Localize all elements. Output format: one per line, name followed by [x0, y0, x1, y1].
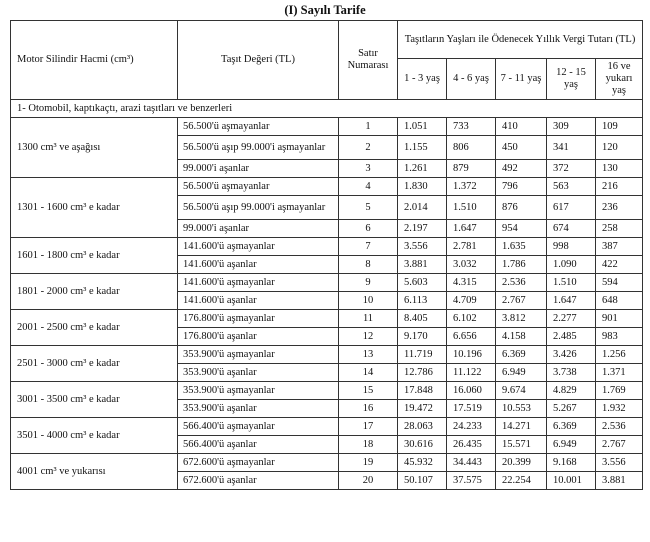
tax-amount-cell: 410	[496, 118, 547, 136]
engine-volume-cell: 2501 - 3000 cm³ e kadar	[11, 346, 178, 382]
tax-amount-cell: 17.848	[398, 382, 447, 400]
tax-amount-cell: 733	[447, 118, 496, 136]
vehicle-value-cell: 176.800'ü aşmayanlar	[178, 310, 339, 328]
tariff-table	[10, 20, 643, 490]
vehicle-value-cell: 176.800'ü aşanlar	[178, 328, 339, 346]
tax-amount-cell: 879	[447, 160, 496, 178]
header-age-2: 4 - 6 yaş	[447, 59, 496, 100]
tax-amount-cell: 2.197	[398, 220, 447, 238]
tax-amount-cell: 9.170	[398, 328, 447, 346]
tax-amount-cell: 30.616	[398, 436, 447, 454]
vehicle-value-cell: 141.600'ü aşanlar	[178, 292, 339, 310]
tax-amount-cell: 2.485	[547, 328, 596, 346]
tax-amount-cell: 6.113	[398, 292, 447, 310]
tax-amount-cell: 8.405	[398, 310, 447, 328]
tax-amount-cell: 10.196	[447, 346, 496, 364]
row-number-cell: 8	[339, 256, 398, 274]
tax-amount-cell: 37.575	[447, 472, 496, 490]
tax-amount-cell: 309	[547, 118, 596, 136]
tax-amount-cell: 2.014	[398, 196, 447, 220]
tax-amount-cell: 6.369	[496, 346, 547, 364]
tax-amount-cell: 45.932	[398, 454, 447, 472]
header-age-4: 12 - 15 yaş	[547, 59, 596, 100]
tax-amount-cell: 1.510	[447, 196, 496, 220]
engine-volume-cell: 3001 - 3500 cm³ e kadar	[11, 382, 178, 418]
engine-volume-cell: 2001 - 2500 cm³ e kadar	[11, 310, 178, 346]
tax-amount-cell: 4.709	[447, 292, 496, 310]
vehicle-value-cell: 353.900'ü aşanlar	[178, 400, 339, 418]
tax-amount-cell: 6.949	[547, 436, 596, 454]
tax-amount-cell: 1.510	[547, 274, 596, 292]
tax-amount-cell: 50.107	[398, 472, 447, 490]
tax-amount-cell: 130	[596, 160, 643, 178]
table-row	[11, 274, 643, 292]
tax-amount-cell: 2.536	[596, 418, 643, 436]
tax-amount-cell: 3.738	[547, 364, 596, 382]
engine-volume-cell: 1601 - 1800 cm³ e kadar	[11, 238, 178, 274]
table-row	[11, 382, 643, 400]
tax-amount-cell: 796	[496, 178, 547, 196]
tax-amount-cell: 1.786	[496, 256, 547, 274]
header-row-number: Satır Numarası	[339, 21, 398, 100]
tax-amount-cell: 901	[596, 310, 643, 328]
vehicle-value-cell: 56.500'ü aşıp 99.000'i aşmayanlar	[178, 136, 339, 160]
tax-amount-cell: 6.369	[547, 418, 596, 436]
tax-amount-cell: 1.635	[496, 238, 547, 256]
tax-amount-cell: 9.168	[547, 454, 596, 472]
tax-amount-cell: 1.256	[596, 346, 643, 364]
tax-amount-cell: 236	[596, 196, 643, 220]
row-number-cell: 7	[339, 238, 398, 256]
header-age-3: 7 - 11 yaş	[496, 59, 547, 100]
row-number-cell: 12	[339, 328, 398, 346]
vehicle-value-cell: 353.900'ü aşmayanlar	[178, 382, 339, 400]
row-number-cell: 16	[339, 400, 398, 418]
tax-amount-cell: 3.426	[547, 346, 596, 364]
tax-amount-cell: 1.261	[398, 160, 447, 178]
tax-amount-cell: 3.881	[398, 256, 447, 274]
tax-amount-cell: 28.063	[398, 418, 447, 436]
header-age-5: 16 ve yukarı yaş	[596, 59, 643, 100]
tax-amount-cell: 2.781	[447, 238, 496, 256]
row-number-cell: 6	[339, 220, 398, 238]
row-number-cell: 9	[339, 274, 398, 292]
engine-volume-cell: 1300 cm³ ve aşağısı	[11, 118, 178, 178]
header-tax-group: Taşıtların Yaşları ile Ödenecek Yıllık Vergi Tutarı (TL)	[398, 21, 643, 59]
row-number-cell: 2	[339, 136, 398, 160]
tax-amount-cell: 1.830	[398, 178, 447, 196]
row-number-cell: 20	[339, 472, 398, 490]
engine-volume-cell: 1301 - 1600 cm³ e kadar	[11, 178, 178, 238]
table-row	[11, 418, 643, 436]
tax-amount-cell: 4.315	[447, 274, 496, 292]
tax-amount-cell: 17.519	[447, 400, 496, 418]
tax-amount-cell: 3.881	[596, 472, 643, 490]
tax-amount-cell: 1.372	[447, 178, 496, 196]
tax-amount-cell: 6.656	[447, 328, 496, 346]
vehicle-value-cell: 99.000'i aşanlar	[178, 220, 339, 238]
row-number-cell: 5	[339, 196, 398, 220]
row-number-cell: 19	[339, 454, 398, 472]
tax-amount-cell: 9.674	[496, 382, 547, 400]
vehicle-value-cell: 56.500'ü aşmayanlar	[178, 118, 339, 136]
tax-amount-cell: 258	[596, 220, 643, 238]
tax-amount-cell: 10.001	[547, 472, 596, 490]
tax-amount-cell: 34.443	[447, 454, 496, 472]
tax-amount-cell: 1.371	[596, 364, 643, 382]
tax-amount-cell: 1.051	[398, 118, 447, 136]
tax-amount-cell: 806	[447, 136, 496, 160]
vehicle-value-cell: 141.600'ü aşmayanlar	[178, 274, 339, 292]
table-row	[11, 454, 643, 472]
tax-amount-cell: 1.090	[547, 256, 596, 274]
tax-amount-cell: 5.603	[398, 274, 447, 292]
tax-amount-cell: 563	[547, 178, 596, 196]
tax-amount-cell: 450	[496, 136, 547, 160]
tax-amount-cell: 594	[596, 274, 643, 292]
tax-amount-cell: 5.267	[547, 400, 596, 418]
row-number-cell: 18	[339, 436, 398, 454]
tax-amount-cell: 26.435	[447, 436, 496, 454]
tax-amount-cell: 983	[596, 328, 643, 346]
tax-amount-cell: 2.536	[496, 274, 547, 292]
table-row	[11, 118, 643, 136]
tax-amount-cell: 4.829	[547, 382, 596, 400]
engine-volume-cell: 4001 cm³ ve yukarısı	[11, 454, 178, 490]
header-vehicle-value: Taşıt Değeri (TL)	[178, 21, 339, 100]
header-motor: Motor Silindir Hacmi (cm³)	[11, 21, 178, 100]
vehicle-value-cell: 566.400'ü aşmayanlar	[178, 418, 339, 436]
tax-amount-cell: 6.102	[447, 310, 496, 328]
vehicle-value-cell: 141.600'ü aşanlar	[178, 256, 339, 274]
vehicle-value-cell: 353.900'ü aşmayanlar	[178, 346, 339, 364]
tax-amount-cell: 998	[547, 238, 596, 256]
tax-amount-cell: 2.767	[496, 292, 547, 310]
tax-amount-cell: 11.122	[447, 364, 496, 382]
tax-amount-cell: 1.932	[596, 400, 643, 418]
section-title: 1- Otomobil, kaptıkaçtı, arazi taşıtları ve benzerleri	[11, 100, 643, 118]
vehicle-value-cell: 56.500'ü aşmayanlar	[178, 178, 339, 196]
vehicle-value-cell: 672.600'ü aşanlar	[178, 472, 339, 490]
tax-amount-cell: 22.254	[496, 472, 547, 490]
tax-amount-cell: 422	[596, 256, 643, 274]
row-number-cell: 15	[339, 382, 398, 400]
row-number-cell: 17	[339, 418, 398, 436]
tax-amount-cell: 876	[496, 196, 547, 220]
vehicle-value-cell: 672.600'ü aşmayanlar	[178, 454, 339, 472]
tax-amount-cell: 387	[596, 238, 643, 256]
tax-amount-cell: 24.233	[447, 418, 496, 436]
header-age-1: 1 - 3 yaş	[398, 59, 447, 100]
tax-amount-cell: 341	[547, 136, 596, 160]
tax-amount-cell: 16.060	[447, 382, 496, 400]
tax-amount-cell: 3.556	[596, 454, 643, 472]
row-number-cell: 11	[339, 310, 398, 328]
tax-amount-cell: 19.472	[398, 400, 447, 418]
table-row	[11, 346, 643, 364]
tax-amount-cell: 14.271	[496, 418, 547, 436]
tax-amount-cell: 10.553	[496, 400, 547, 418]
tax-amount-cell: 12.786	[398, 364, 447, 382]
row-number-cell: 14	[339, 364, 398, 382]
tax-amount-cell: 1.155	[398, 136, 447, 160]
vehicle-value-cell: 566.400'ü aşanlar	[178, 436, 339, 454]
tax-amount-cell: 2.277	[547, 310, 596, 328]
tax-amount-cell: 617	[547, 196, 596, 220]
tax-amount-cell: 15.571	[496, 436, 547, 454]
table-row	[11, 310, 643, 328]
tax-amount-cell: 6.949	[496, 364, 547, 382]
vehicle-value-cell: 99.000'i aşanlar	[178, 160, 339, 178]
table-row	[11, 238, 643, 256]
tax-amount-cell: 11.719	[398, 346, 447, 364]
tax-amount-cell: 954	[496, 220, 547, 238]
tax-amount-cell: 674	[547, 220, 596, 238]
tax-amount-cell: 3.556	[398, 238, 447, 256]
vehicle-value-cell: 353.900'ü aşanlar	[178, 364, 339, 382]
tax-amount-cell: 3.032	[447, 256, 496, 274]
row-number-cell: 10	[339, 292, 398, 310]
tax-amount-cell: 648	[596, 292, 643, 310]
row-number-cell: 1	[339, 118, 398, 136]
tax-amount-cell: 2.767	[596, 436, 643, 454]
page-title: (I) Sayılı Tarife	[284, 3, 366, 17]
tax-amount-cell: 20.399	[496, 454, 547, 472]
tax-amount-cell: 4.158	[496, 328, 547, 346]
table-row	[11, 178, 643, 196]
vehicle-value-cell: 56.500'ü aşıp 99.000'i aşmayanlar	[178, 196, 339, 220]
tax-amount-cell: 1.769	[596, 382, 643, 400]
tax-amount-cell: 3.812	[496, 310, 547, 328]
row-number-cell: 3	[339, 160, 398, 178]
engine-volume-cell: 3501 - 4000 cm³ e kadar	[11, 418, 178, 454]
row-number-cell: 4	[339, 178, 398, 196]
tax-amount-cell: 372	[547, 160, 596, 178]
tax-amount-cell: 109	[596, 118, 643, 136]
vehicle-value-cell: 141.600'ü aşmayanlar	[178, 238, 339, 256]
row-number-cell: 13	[339, 346, 398, 364]
tax-amount-cell: 120	[596, 136, 643, 160]
tax-amount-cell: 1.647	[547, 292, 596, 310]
tax-amount-cell: 216	[596, 178, 643, 196]
tax-amount-cell: 1.647	[447, 220, 496, 238]
tax-amount-cell: 492	[496, 160, 547, 178]
engine-volume-cell: 1801 - 2000 cm³ e kadar	[11, 274, 178, 310]
